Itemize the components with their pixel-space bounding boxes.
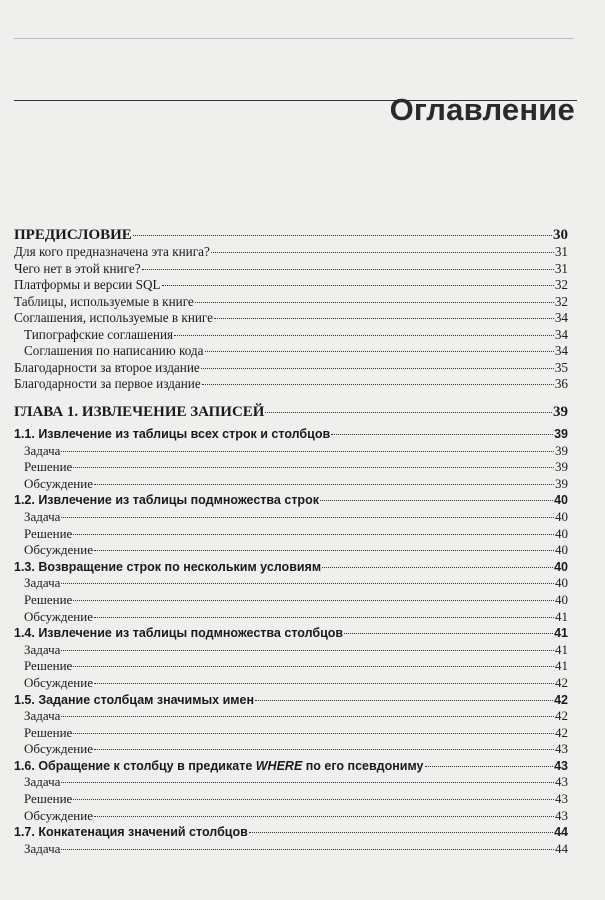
toc-entry [14, 841, 568, 858]
toc-entry [14, 575, 568, 592]
toc-entry-title: 1.5. Задание столбцам значимых имен [14, 692, 255, 707]
toc-page-number: 40 [555, 508, 568, 524]
toc-entry-title: Обсуждение [24, 475, 93, 491]
toc-page-number: 32 [554, 277, 568, 292]
dot-leader [133, 235, 552, 236]
toc-page-number: 43 [555, 791, 568, 807]
dot-leader [94, 617, 554, 618]
toc-page-number: 39 [555, 442, 568, 458]
toc-entry-title: 1.2. Извлечение из таблицы подмножества строк [14, 493, 319, 508]
toc-entry-title: Обсуждение [24, 674, 93, 690]
toc-entry-title: Решение [24, 658, 73, 674]
dot-leader [73, 666, 554, 667]
toc-entry-title: Задача [24, 442, 61, 458]
toc-entry-title: ПРЕДИСЛОВИЕ [14, 227, 132, 243]
toc-entry [14, 758, 568, 775]
toc-page-number: 40 [555, 575, 568, 591]
toc-entry [14, 658, 568, 675]
toc-entry-title: 1.3. Возвращение строк по нескольким условиям [14, 559, 322, 574]
dot-leader [61, 451, 554, 452]
toc-entry [14, 327, 568, 344]
toc-entry [14, 294, 568, 311]
toc-page-number: 40 [555, 542, 568, 558]
dot-leader [205, 351, 554, 352]
dot-leader [322, 567, 553, 568]
dot-leader [61, 583, 554, 584]
toc-entry [14, 244, 568, 261]
dot-leader [94, 550, 554, 551]
toc-entry [14, 625, 568, 642]
toc-entry-title: Решение [24, 459, 73, 475]
toc-entry-title: Задача [24, 708, 61, 724]
toc-page-number: 43 [555, 741, 568, 757]
toc-page-number: 44 [555, 840, 568, 856]
toc-page-number: 43 [554, 758, 568, 773]
toc-section-heading [14, 226, 568, 244]
toc-page-number: 41 [555, 608, 568, 624]
toc-entry [14, 609, 568, 626]
dot-leader [214, 318, 554, 319]
toc-page-number: 42 [554, 692, 568, 707]
toc-chapter-1 [14, 403, 568, 857]
toc-entry-title: Обсуждение [24, 741, 93, 757]
toc-entry-title: 1.7. Конкатенация значений столбцов [14, 825, 248, 840]
toc-entry-title: Задача [24, 840, 61, 856]
toc-entry-title: 1.4. Извлечение из таблицы подмножества столбцов [14, 626, 344, 641]
toc-entry-title: Обсуждение [24, 807, 93, 823]
dot-leader [265, 412, 552, 413]
toc-page-number: 41 [555, 641, 568, 657]
toc-page-number: 42 [555, 708, 568, 724]
dot-leader [201, 368, 554, 369]
toc-entry [14, 526, 568, 543]
toc-entry [14, 492, 568, 509]
toc-page-number: 41 [555, 658, 568, 674]
dot-leader [162, 285, 554, 286]
toc-entry-title: Обсуждение [24, 542, 93, 558]
toc-entry [14, 476, 568, 493]
toc-entry-title: 1.6. Обращение к столбцу в предикате WHERE по его псевдониму [14, 758, 424, 773]
header-rule-bleed [14, 38, 574, 39]
toc-entry [14, 310, 568, 327]
dot-leader [211, 252, 554, 253]
dot-leader [73, 600, 554, 601]
toc-entry [14, 642, 568, 659]
dot-leader [202, 384, 554, 385]
toc-entry-title: Задача [24, 575, 61, 591]
dot-leader [73, 799, 554, 800]
toc-entry [14, 542, 568, 559]
toc-entry [14, 559, 568, 576]
dot-leader [94, 816, 554, 817]
toc-entry-title: Задача [24, 774, 61, 790]
dot-leader [320, 500, 553, 501]
toc-entry [14, 708, 568, 725]
dot-leader [425, 766, 554, 767]
dot-leader [61, 782, 554, 783]
toc-page-number: 39 [555, 475, 568, 491]
dot-leader [61, 517, 554, 518]
toc-page-number: 35 [554, 359, 568, 375]
toc-page-number: 30 [553, 227, 568, 243]
dot-leader [73, 534, 554, 535]
dot-leader [142, 269, 554, 270]
dot-leader [249, 832, 553, 833]
toc-entry [14, 261, 568, 278]
toc-page-number: 40 [555, 525, 568, 541]
toc-entry [14, 277, 568, 294]
toc-entry-title: Для кого предназначена эта книга? [14, 244, 210, 259]
toc-entry [14, 808, 568, 825]
toc-entry [14, 692, 568, 709]
page-title: Оглавление [389, 92, 575, 127]
toc-entry-title: Решение [24, 591, 73, 607]
dot-leader [195, 302, 554, 303]
toc-page-number: 43 [555, 774, 568, 790]
toc-section-heading [14, 403, 568, 421]
dot-leader [61, 716, 554, 717]
toc-page-number: 40 [554, 559, 568, 574]
toc-entry [14, 360, 568, 377]
toc-entry-title: Решение [24, 791, 73, 807]
toc-page-number: 40 [555, 591, 568, 607]
toc-entry [14, 774, 568, 791]
toc-entry-title: Решение [24, 525, 73, 541]
toc-page-number: 34 [554, 310, 568, 325]
toc-entry [14, 675, 568, 692]
toc-page-number: 34 [554, 343, 568, 358]
toc-entry [14, 824, 568, 841]
toc-entry-title: Типографские соглашения [24, 326, 174, 342]
dot-leader [94, 683, 554, 684]
toc-entry-title: Благодарности за второе издание [14, 359, 200, 375]
toc-entry-title: Чего нет в этой книге? [14, 260, 141, 276]
dot-leader [331, 434, 553, 435]
toc-page-number: 40 [554, 493, 568, 508]
toc-entry [14, 725, 568, 742]
toc-page-number: 31 [554, 260, 568, 276]
toc-entry-title: Задача [24, 508, 61, 524]
toc-page-number: 39 [553, 404, 568, 420]
toc-page-number: 41 [554, 626, 568, 641]
toc-entry-title: Задача [24, 641, 61, 657]
toc-entry-title: Таблицы, используемые в книге [14, 293, 194, 309]
toc-entry-title: Обсуждение [24, 608, 93, 624]
toc-page-number: 44 [554, 825, 568, 840]
dot-leader [94, 749, 554, 750]
toc-page-number: 42 [555, 724, 568, 740]
dot-leader [255, 700, 553, 701]
toc-entry [14, 376, 568, 393]
dot-leader [61, 849, 554, 850]
toc-entry-title: 1.1. Извлечение из таблицы всех строк и столбцов [14, 427, 331, 441]
toc-entry-title: Благодарности за первое издание [14, 376, 201, 391]
toc-entry-title: Соглашения, используемые в книге [14, 310, 214, 325]
dot-leader [61, 650, 554, 651]
dot-leader [73, 467, 554, 468]
dot-leader [73, 733, 554, 734]
toc-page-number: 42 [555, 674, 568, 690]
toc-page-number: 39 [554, 427, 568, 441]
toc-entry-title: Соглашения по написанию кода [24, 343, 204, 358]
dot-leader [344, 633, 553, 634]
toc-page-number: 31 [554, 244, 568, 259]
toc-page-number: 34 [554, 326, 568, 342]
toc-entry-title: Решение [24, 724, 73, 740]
toc-entry [14, 459, 568, 476]
toc-preface [14, 226, 568, 393]
toc-entry [14, 592, 568, 609]
toc-page-number: 43 [555, 807, 568, 823]
toc-entry-title: ГЛАВА 1. ИЗВЛЕЧЕНИЕ ЗАПИСЕЙ [14, 404, 265, 420]
toc-entry [14, 443, 568, 460]
toc-entry [14, 509, 568, 526]
toc-entry [14, 426, 568, 443]
dot-leader [174, 335, 554, 336]
toc-page-number: 36 [554, 376, 568, 391]
toc-entry [14, 791, 568, 808]
dot-leader [94, 484, 554, 485]
toc-entry-title: Платформы и версии SQL [14, 277, 161, 292]
toc-entry [14, 741, 568, 758]
toc-page-number: 32 [554, 293, 568, 309]
toc-page-number: 39 [555, 459, 568, 475]
toc-entry [14, 343, 568, 360]
